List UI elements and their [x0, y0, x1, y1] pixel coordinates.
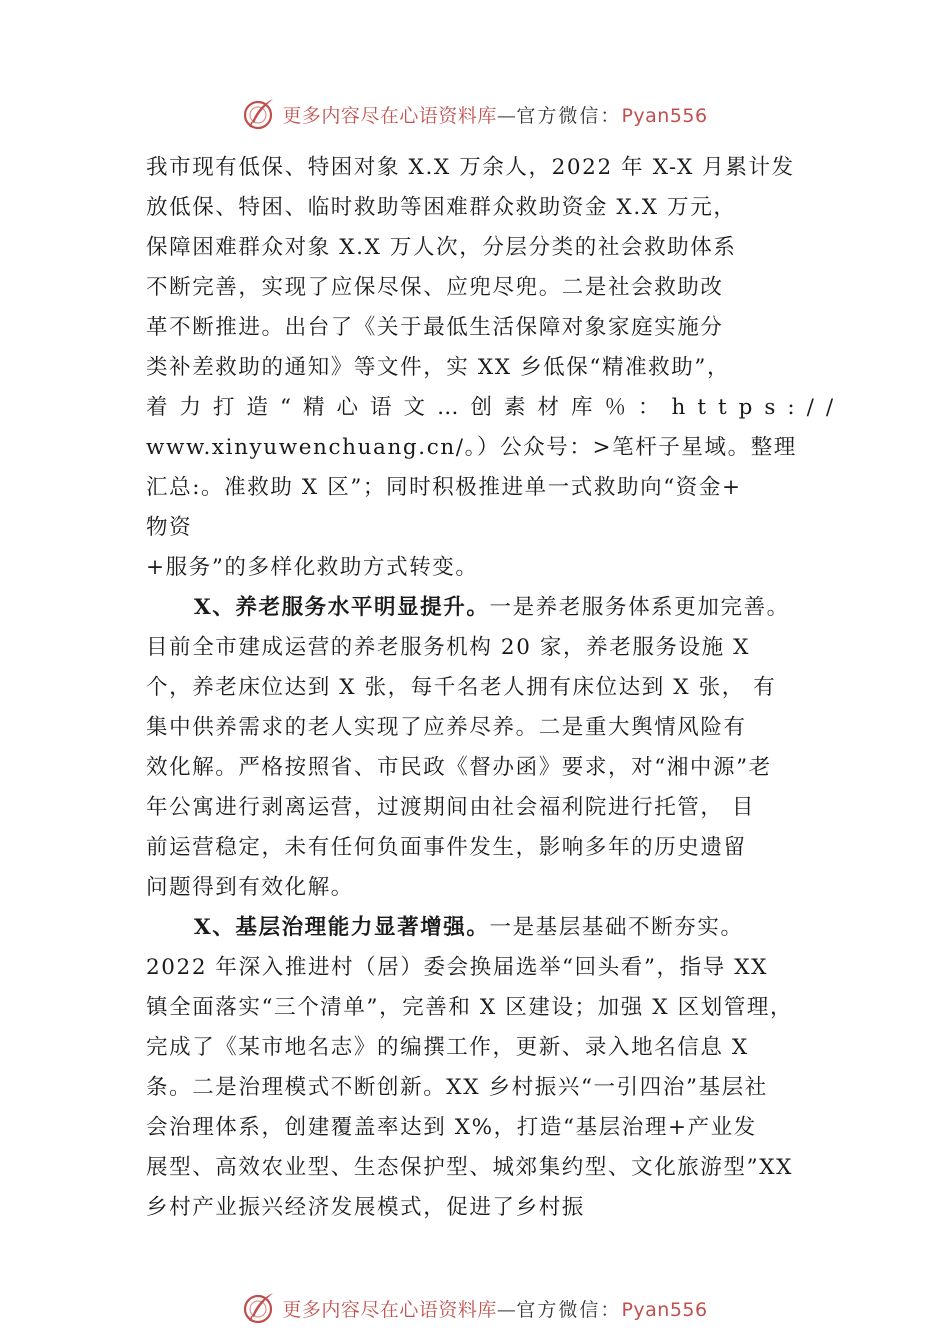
header-banner: [0, 94, 950, 134]
header-label: 官方微信：: [516, 104, 622, 127]
footer-text: [282, 1295, 707, 1322]
body-line: 着力打造“精心语文…创素材库％：https://: [146, 395, 846, 420]
body-line: 镇全面落实“三个清单”，完善和 X 区建设；加强 X 区划管理，: [146, 995, 794, 1020]
body-line: www.xinyuwenchuang.cn/。）公众号：>笔杆子星域。整理: [146, 435, 797, 460]
body-line: 个，养老床位达到 X 张，每千名老人拥有床位达到 X 张， 有: [146, 675, 777, 700]
body-line: 乡村产业振兴经济发展模式，促进了乡村振: [146, 1195, 585, 1220]
footer-label: 官方微信：: [516, 1298, 622, 1321]
section-title-elderly-care: X、养老服务水平明显提升。: [194, 595, 490, 620]
body-line: +服务”的多样化救助方式转变。: [146, 555, 479, 580]
body-line: 效化解。严格按照省、市民政《督办函》要求，对“湘中源”老: [146, 755, 772, 780]
header-text: [282, 101, 707, 128]
section-title-governance: X、基层治理能力显著增强。: [194, 915, 490, 940]
body-line: 类补差救助的通知》等文件，实 XX 乡低保“精准救助”，: [146, 355, 731, 380]
paragraph-heading: [146, 908, 826, 948]
section-lead: 一是养老服务体系更加完善。: [489, 595, 790, 620]
body-line: 不断完善，实现了应保尽保、应兜尽兜。二是社会救助改: [146, 275, 724, 300]
body-line: 会治理体系，创建覆盖率达到 X%，打造“基层治理+产业发: [146, 1115, 757, 1140]
body-line: 物资: [146, 515, 193, 540]
body-line: 我市现有低保、特困对象 X.X 万余人，2022 年 X-X 月累计发: [146, 155, 795, 180]
body-line: 目前全市建成运营的养老服务机构 20 家，养老服务设施 X: [146, 635, 751, 660]
quill-logo-icon: [242, 97, 276, 131]
section-lead: 一是基层基础不断夯实。: [489, 915, 744, 940]
body-line: 前运营稳定，未有任何负面事件发生，影响多年的历史遗留: [146, 835, 747, 860]
quill-logo-icon: [242, 1291, 276, 1325]
header-wechat-id: Pyan556: [621, 104, 708, 127]
footer-library: 更多内容尽在心语资料库: [282, 1298, 497, 1321]
body-line: 革不断推进。出台了《关于最低生活保障对象家庭实施分: [146, 315, 724, 340]
body-line: 年公寓进行剥离运营，过渡期间由社会福利院进行托管， 目: [146, 795, 756, 820]
paragraph-heading: [146, 588, 826, 628]
body-line: 汇总:。准救助 X 区”；同时积极推进单一式救助向“资金+: [146, 475, 742, 500]
footer-separator: —: [496, 1298, 517, 1321]
body-line: 放低保、特困、临时救助等困难群众救助资金 X.X 万元，: [146, 195, 737, 220]
header-library: 更多内容尽在心语资料库: [282, 104, 497, 127]
body-line: 条。二是治理模式不断创新。XX 乡村振兴“一引四治”基层社: [146, 1075, 768, 1100]
body-line: 集中供养需求的老人实现了应养尽养。二是重大舆情风险有: [146, 715, 747, 740]
body-line: 展型、高效农业型、生态保护型、城郊集约型、文化旅游型”XX: [146, 1155, 794, 1180]
footer-wechat-id: Pyan556: [621, 1298, 708, 1321]
header-separator: —: [496, 104, 517, 127]
body-line: 问题得到有效化解。: [146, 875, 354, 900]
body-line: 保障困难群众对象 X.X 万人次，分层分类的社会救助体系: [146, 235, 737, 260]
document-body: [146, 148, 846, 1228]
body-line: 完成了《某市地名志》的编撰工作，更新、录入地名信息 X: [146, 1035, 749, 1060]
body-line: 2022 年深入推进村（居）委会换届选举“回头看”，指导 XX: [146, 955, 769, 980]
footer-banner: [0, 1288, 950, 1328]
